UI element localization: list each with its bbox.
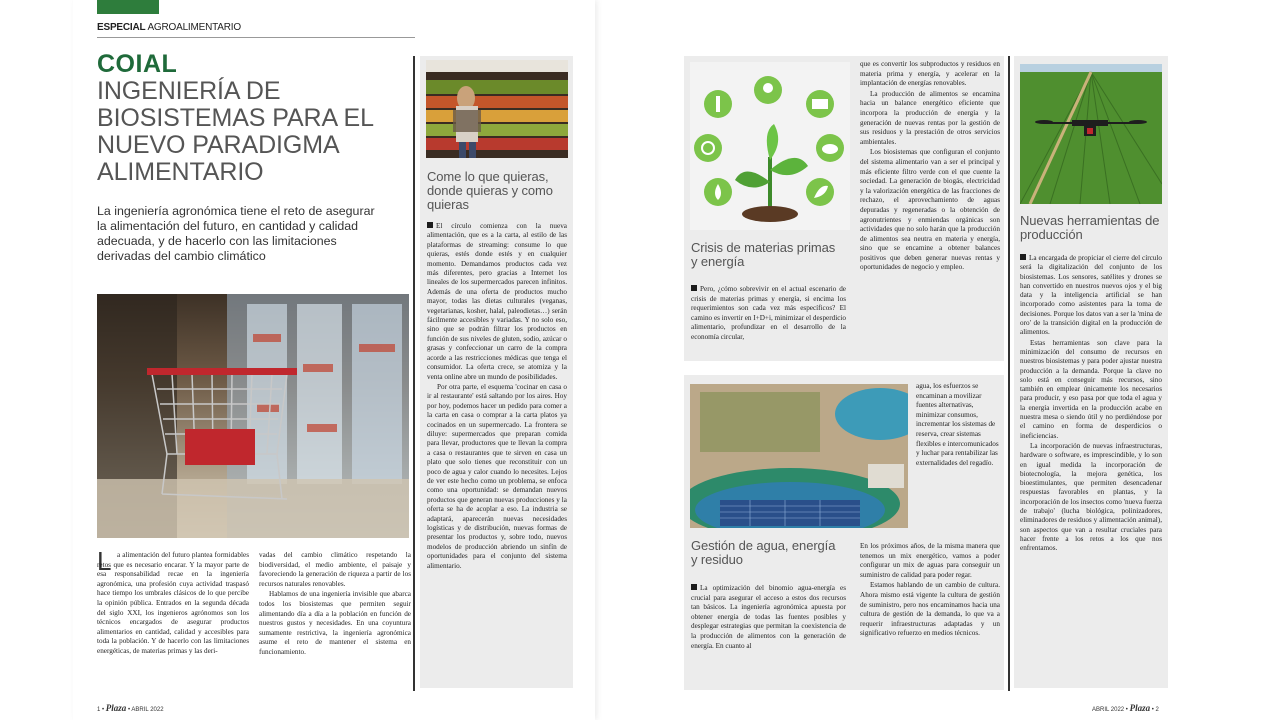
left-page-number: 1 • bbox=[97, 707, 105, 713]
subheadline: La ingeniería agronómica tiene el reto de asegurar la alimentación del futuro, en cantidad y calidad adecuada, y de hacerlo con las limitaciones derivadas del cambio climático bbox=[97, 204, 375, 263]
crisis-para-text: Pero, ¿cómo sobrevivir en el actual escenario de crisis de materias primas y energía, si encima los requerimientos son cada vez más específicos? El camino es invertir en I+D+i, minimizar el desperdicio alimentario, profundizar en el desarrollo de la economía circular, bbox=[691, 285, 847, 341]
crisis-body bbox=[691, 285, 846, 343]
produce-shopper-photo bbox=[426, 60, 568, 158]
section-rule bbox=[97, 37, 415, 38]
reservoir-aerial-photo bbox=[690, 384, 908, 528]
body-column-1: a alimentación del futuro plantea formidables retos que es necesario encarar. Y la mayor parte de esa responsabilidad recae en la ingeniería agronómica, una profesión cuya actividad traspasó hace tiempo los umbrales clásicos de lo que percibe la opinión pública. Entrados en la segunda década del siglo XXI, los ingenieros agrónomos son los técnicos encargados de asegurar productos alimentarios en cantidad, calidad y accesibles para toda la población. Y de hacerlo con las limitaciones energéticas, de materias primas y las deri- bbox=[97, 551, 249, 655]
tools-para-1-text: La encargada de propiciar el cierre del círculo será la digitalización del conjunto de los biosistemas. Los sensores, satélites y drones se han convertido en nuestros nuevos ojos y el big data y la inteligencia artificial se han incorporado como asistentes para la toma de decisiones. Porque los datos van a ser la 'mina de oro' de la transición digital en la producción de alimentos. bbox=[1020, 254, 1162, 337]
supermarket-illustration bbox=[97, 294, 409, 538]
bullet-square-icon bbox=[427, 222, 433, 228]
tools-heading: Nuevas herramientas de producción bbox=[1020, 213, 1160, 242]
water-side-column: agua, los esfuerzos se encaminan a movilizar fuentes alternativas, minimizar consumos, incrementar los sistemas de reserva, crear sistemas flexibles e intercomunicados y luchar para rentabilizar las externalidades del regadío. bbox=[916, 382, 999, 467]
sidebar-divider bbox=[413, 56, 415, 691]
right-column-divider bbox=[1008, 56, 1010, 691]
brand-name: COIAL bbox=[97, 50, 178, 78]
right-page bbox=[682, 0, 1180, 720]
tools-body bbox=[1020, 254, 1162, 554]
water-para-3: Estamos hablando de un cambio de cultura. Ahora mismo está vigente la cultura de gestión de suministro, pero nos encaminamos hacia una cultura de gestión de la demanda, lo que va a requerir infraestructuras adaptadas y un significativo refuerzo en medios técnicos. bbox=[860, 581, 1000, 638]
section-label-bold: ESPECIAL bbox=[97, 22, 146, 33]
right-footer-date: ABRIL 2022 • bbox=[1092, 707, 1128, 713]
water-heading: Gestión de agua, energía y residuo bbox=[691, 538, 836, 567]
crisis-col2-para-1: que es convertir los subproductos y residuos en materia prima y energía, y acelerar en la implantación de energías renovables. bbox=[860, 60, 1000, 88]
crisis-col2-para-3: Los biosistemas que configuran el conjunto del sistema alimentario van a ser el principal y más eficiente filtro verde con el que cuente la sociedad. La generación de biogás, electricidad y la valorización energética de las fracciones de rechazo, el aprovechamiento de aguas depuradas y regeneradas o la obtención de agronutrientes y enmiendas orgánicas son actividades que no solo harán que la producción de alimentos sea neutra en materia y energía, sino que se encamine a obtener balances positivos que deben generar nuevas rentas y oportunidades de negocio y empleo. bbox=[860, 148, 1000, 272]
drone-field-photo bbox=[1020, 64, 1162, 204]
crisis-para bbox=[691, 285, 846, 343]
drop-cap: L bbox=[97, 546, 112, 576]
crisis-column-2 bbox=[860, 60, 1000, 273]
crisis-col2-para-2: La producción de alimentos se encamina hacia un balance energético eficiente que incorpora la producción de energía y la generación de nuevas rentas por la gestión de sus residuos y la prestación de otros servicios ambientales. bbox=[860, 89, 1000, 146]
right-footer bbox=[1092, 703, 1159, 713]
bullet-square-icon bbox=[691, 285, 697, 291]
drone-field-svg bbox=[1020, 64, 1162, 204]
water-column-2 bbox=[860, 542, 1000, 639]
supermarket-cart-photo bbox=[97, 294, 409, 538]
page-title: INGENIERÍA DE BIOSISTEMAS PARA EL NUEVO PARADIGMA ALIMENTARIO bbox=[97, 77, 373, 186]
section-tab bbox=[97, 0, 159, 14]
section-label-rest: AGROALIMENTARIO bbox=[145, 22, 241, 33]
green-energy-illustration bbox=[690, 62, 850, 230]
section-label bbox=[97, 22, 241, 33]
right-footer-brand: Plaza bbox=[1129, 703, 1151, 713]
body-column-2-para-2: Hablamos de una ingeniería invisible que abarca todos los biosistemas que permiten seguir alimentando día a día a la población en función de nuestros gustos y necesidades. En una coyuntura sumamente restrictiva, la ingeniería agronómica asume el reto de mantener el sistema en funcionamiento. bbox=[259, 590, 411, 656]
body-column-2 bbox=[259, 551, 411, 658]
left-footer-date: • ABRIL 2022 bbox=[127, 707, 164, 713]
left-footer-brand: Plaza bbox=[105, 703, 127, 713]
right-page-number: • 2 bbox=[1151, 707, 1159, 713]
left-footer bbox=[97, 703, 164, 713]
sidebar-para-2: Por otra parte, el esquema 'cocinar en casa o ir al restaurante' está saltando por los aires. Hoy por hoy, podemos hacer un pedido para comer a la carta en casa o comprar a la carta platos ya cocinados en un supermercado. La frontera se diluye: supermercados que preparan comida para llevar, productores que te llevan la compra a casa o restaurantes que te sirven en casa un plato que solo tienes que reconstituir con un poco de agua y calor cuando lo necesites. Lejos de ver este hecho como un problema, se enfoca como una oportunidad: se demandan nuevos productos que generan nuevas producciones y la oferta se ha de acoplar a eso. La industria se adaptará, aparecerán nuevas necesidades logísticas y de distribución, nuevas formas de presentar los productos y, sobre todo, nuevos modelos de producción abriendo un sinfín de oportunidades para el conjunto del sistema alimentario. bbox=[427, 382, 567, 570]
water-para-1 bbox=[691, 584, 846, 651]
bullet-square-icon bbox=[1020, 254, 1026, 260]
crisis-heading: Crisis de materias primas y energía bbox=[691, 240, 836, 269]
sidebar-para-1-text: El círculo comienza con la nueva alimentación, que es a la carta, al estilo de las plataformas de streaming: consume lo que quieras, estés donde estés y en cualquier momento. Demandamos productos cada vez más diferentes, pero gracias a Internet los lineales de los supermercados parecen infinitos. Además de una oferta de productos mucho mayor, todas las dietas culturales (veganas, vegetarianas, kosher, halal, paleodietas…) serán fácilmente accesibles y variadas. Y no solo eso, sino que se podrán filtrar los productos en función de sus niveles de gluten, sodio, azúcar o grasas y confeccionar un carro de la compra acorde a las restricciones médicas que tenga el consumidor. La oferta crece, se atomiza y la venta online abre un mundo de posibilidades. bbox=[427, 222, 567, 381]
produce-illustration bbox=[426, 60, 568, 158]
target-icon bbox=[694, 134, 722, 162]
water-para-1-text: La optimización del binomio agua-energía es crucial para asegurar el acceso a estos dos recursos tan básicos. La ingeniería agronómica apuesta por obtener energía de todas las fuentes posibles y desplegar estrategias que permitan la coexistencia de la producción de alimentos con la generación de energía. En cuanto al bbox=[691, 584, 846, 650]
water-para-2: En los próximos años, de la misma manera que tenemos un mix energético, vamos a poder configurar un mix de aguas para conseguir un suministro de calidad para poder regar. bbox=[860, 542, 1000, 579]
left-page bbox=[73, 0, 595, 720]
tools-para-3: La incorporación de nuevas infraestructuras, hardware o software, es imprescindible, y lo son en igual medida la incorporación de biotecnología, la mejora genética, los bioestimulantes, que permiten desencadenar respuestas favorables en plantas, y la incorporación de los insectos como 'nueva fuerza de trabajo' (lucha biológica, polinizadores, eliminadores de residuos y alimentación animal), son aspectos que van a resultar cruciales para hacer frente a los retos a los que nos enfrentamos. bbox=[1020, 441, 1162, 553]
water-body bbox=[691, 584, 846, 651]
sidebar-body bbox=[427, 222, 567, 571]
sidebar-para-1 bbox=[427, 222, 567, 382]
tools-para-1 bbox=[1020, 254, 1162, 338]
bullet-square-icon bbox=[691, 584, 697, 590]
sidebar-heading: Come lo que quieras, donde quieras y como quieras bbox=[427, 169, 553, 212]
reservoir-svg bbox=[690, 384, 908, 528]
body-column-2-para-1: vadas del cambio climático respetando la biodiversidad, el medio ambiente, el paisaje y favoreciendo la generación de riqueza a partir de los recursos naturales renovables. bbox=[259, 551, 411, 588]
green-energy-svg bbox=[690, 62, 850, 230]
tools-para-2: Estas herramientas son clave para la minimización del consumo de recursos en nuestros biosistemas y para poder ajustar nuestra producción a la demanda. Porque la clave no solo está en conseguir más recursos, sino también en emplear únicamente los necesarios para producir, y eso pasa por que toda el agua y la energía invertida en la producción acabe en nuestra mesa o siendo útil y no perdiéndose por el camino en forma de desperdicios o ineficiencias. bbox=[1020, 338, 1162, 440]
